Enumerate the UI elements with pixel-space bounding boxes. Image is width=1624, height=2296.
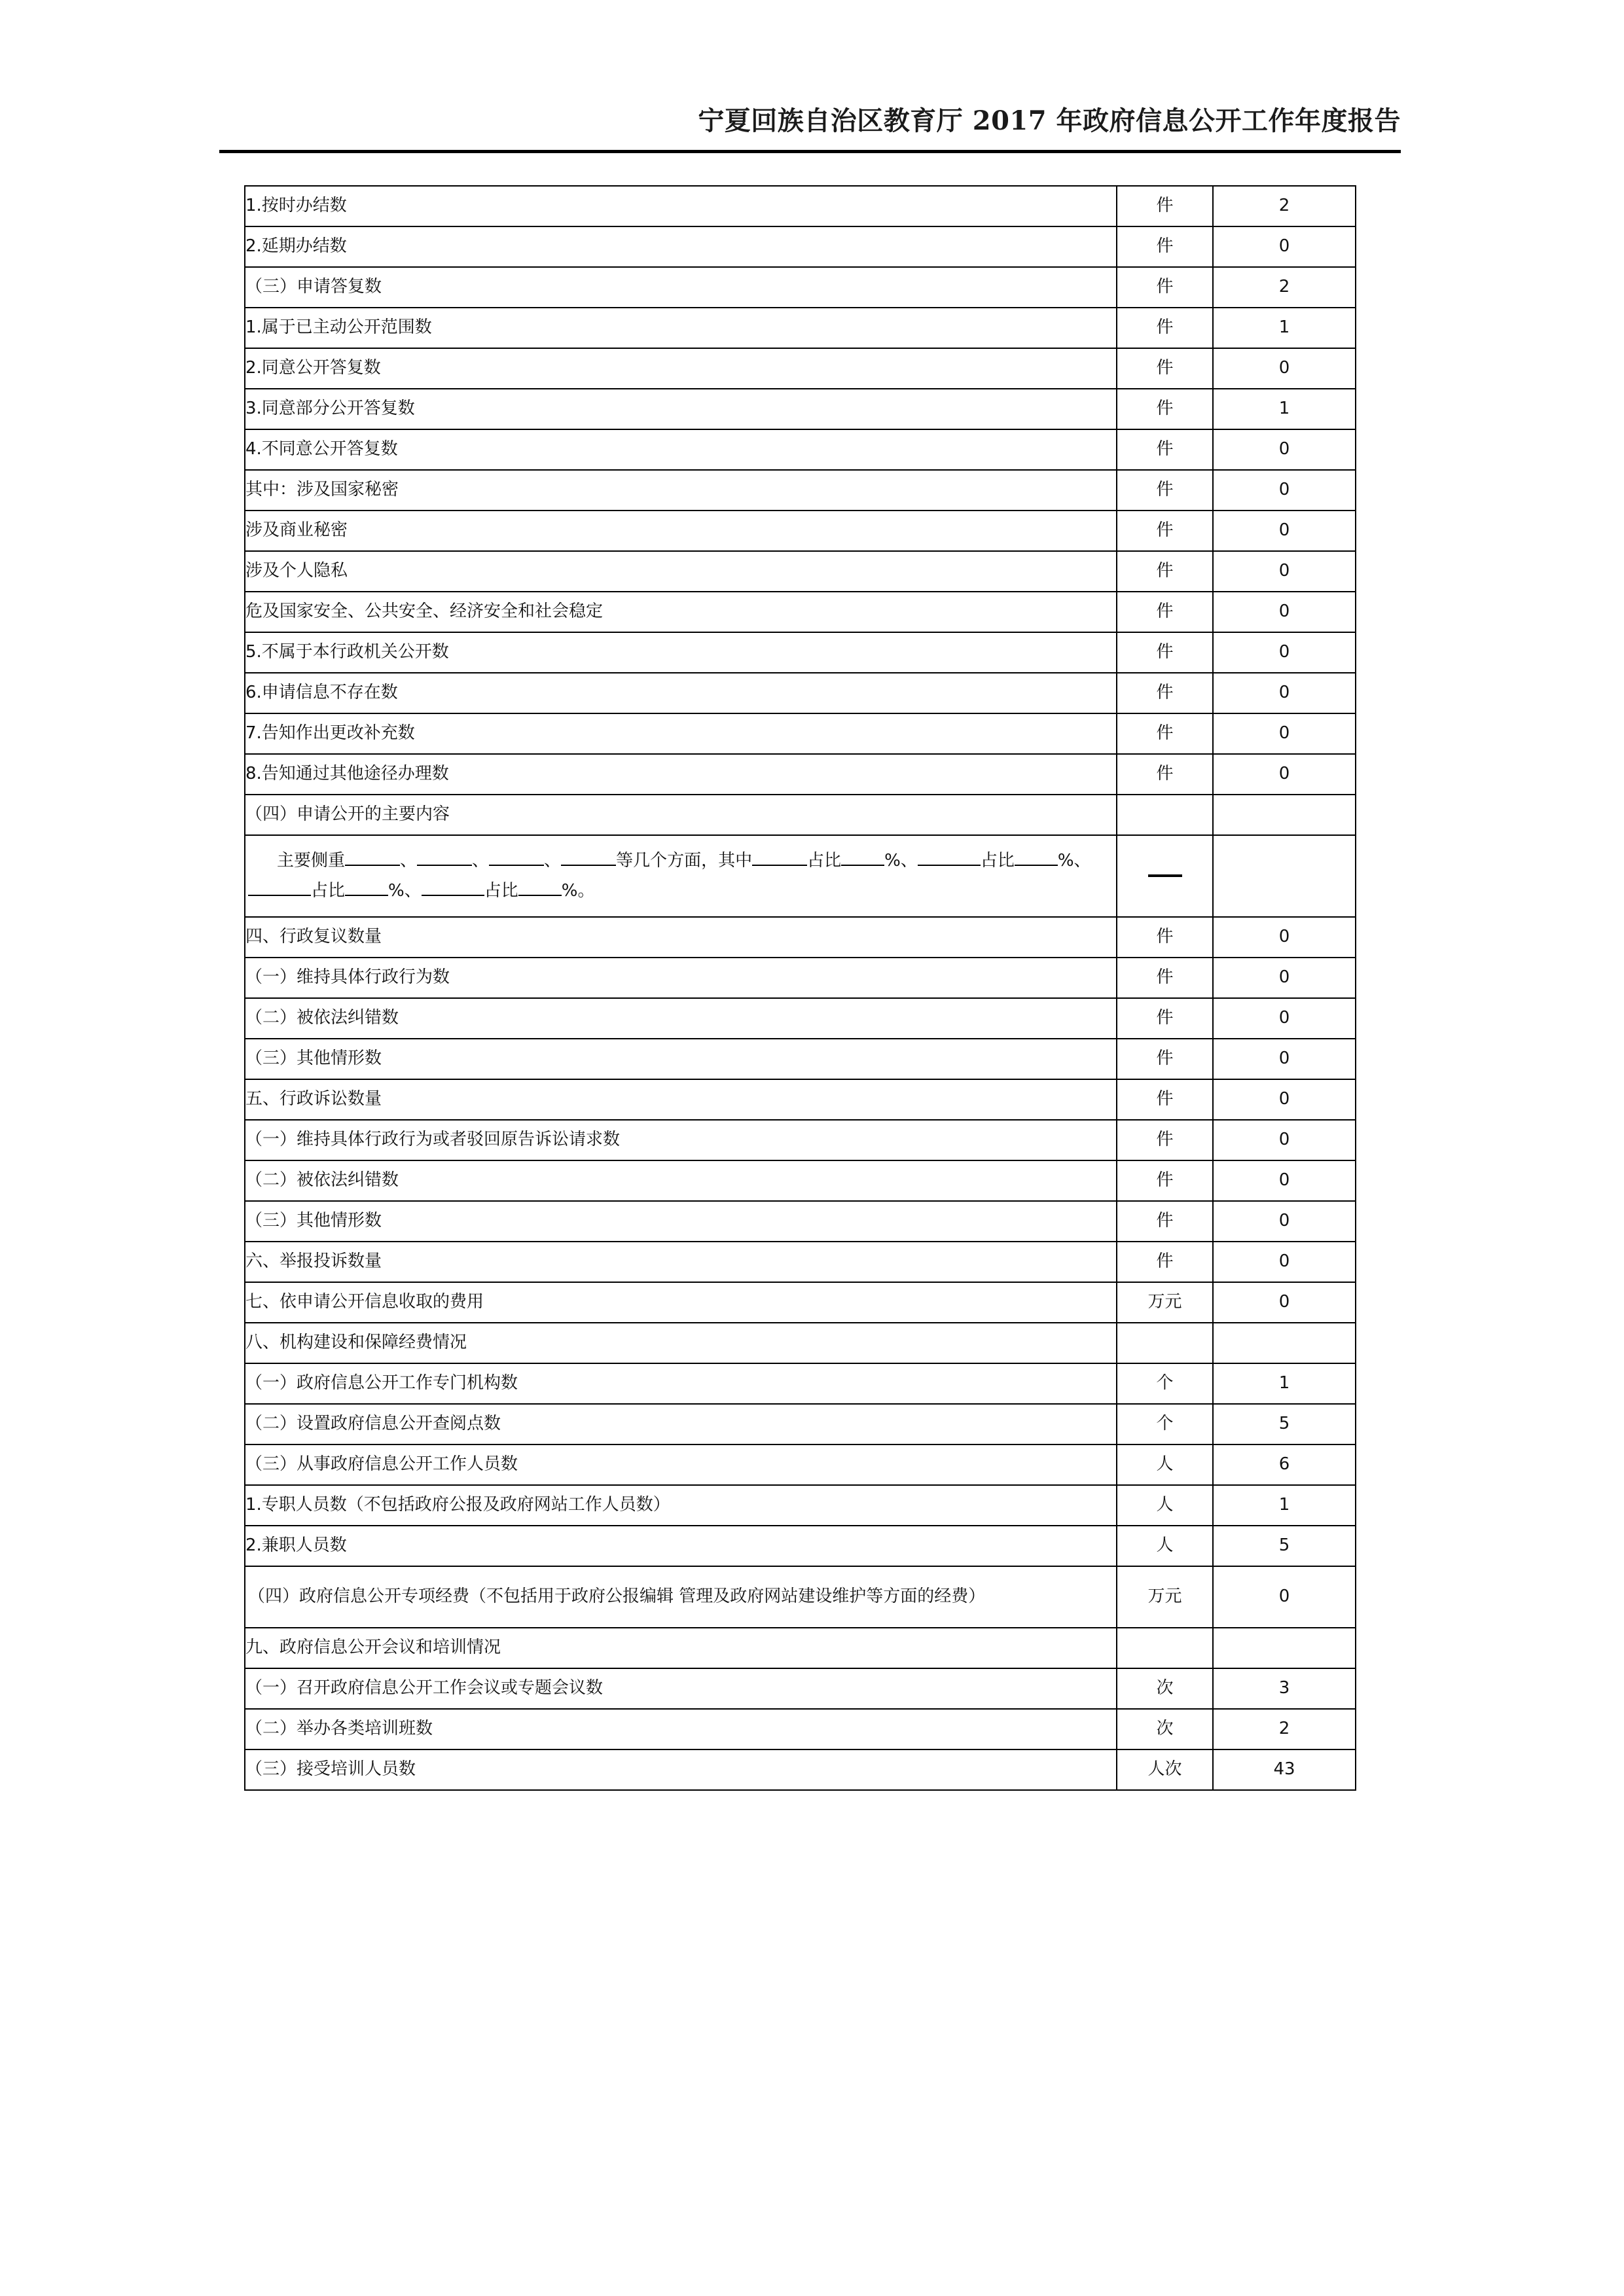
fill-in-value	[1213, 835, 1356, 917]
table-row	[245, 917, 1356, 958]
row-label: （三）申请答复数	[245, 267, 1117, 308]
row-label: （二）设置政府信息公开查阅点数	[245, 1404, 1117, 1444]
row-unit: 个	[1117, 1404, 1213, 1444]
row-value: 1	[1213, 389, 1356, 429]
row-value: 1	[1213, 308, 1356, 348]
table-row	[245, 1628, 1356, 1668]
row-label: 7.告知作出更改补充数	[245, 713, 1117, 754]
table-row	[245, 1709, 1356, 1749]
fill-blank[interactable]	[1015, 865, 1058, 866]
row-value: 0	[1213, 632, 1356, 673]
row-unit: 件	[1117, 673, 1213, 713]
row-label: 8.告知通过其他途径办理数	[245, 754, 1117, 795]
row-unit	[1117, 1628, 1213, 1668]
row-value: 0	[1213, 551, 1356, 592]
row-value: 0	[1213, 1242, 1356, 1282]
table-row	[245, 1079, 1356, 1120]
row-value: 0	[1213, 511, 1356, 551]
table-row	[245, 1201, 1356, 1242]
row-label: （一）维持具体行政行为或者驳回原告诉讼请求数	[245, 1120, 1117, 1160]
row-label: （一）召开政府信息公开工作会议或专题会议数	[245, 1668, 1117, 1709]
table-row	[245, 1749, 1356, 1790]
table-row	[245, 592, 1356, 632]
row-label: 五、行政诉讼数量	[245, 1079, 1117, 1120]
row-label: （一）政府信息公开工作专门机构数	[245, 1363, 1117, 1404]
header-divider	[219, 150, 1401, 153]
row-label: 2.同意公开答复数	[245, 348, 1117, 389]
table-row	[245, 308, 1356, 348]
row-unit: 次	[1117, 1668, 1213, 1709]
row-value: 1	[1213, 1363, 1356, 1404]
row-value: 0	[1213, 713, 1356, 754]
table-row	[245, 713, 1356, 754]
row-value: 0	[1213, 754, 1356, 795]
row-label: 6.申请信息不存在数	[245, 673, 1117, 713]
row-value: 0	[1213, 1201, 1356, 1242]
row-unit: 件	[1117, 551, 1213, 592]
fill-blank[interactable]	[489, 865, 544, 866]
row-value: 5	[1213, 1404, 1356, 1444]
row-unit: 件	[1117, 429, 1213, 470]
row-label: 危及国家安全、公共安全、经济安全和社会稳定	[245, 592, 1117, 632]
row-label: 八、机构建设和保障经费情况	[245, 1323, 1117, 1363]
table-row	[245, 673, 1356, 713]
row-value: 0	[1213, 1120, 1356, 1160]
row-label: 2.兼职人员数	[245, 1526, 1117, 1566]
row-unit: 件	[1117, 1160, 1213, 1201]
row-value: 0	[1213, 226, 1356, 267]
fill-blank[interactable]	[417, 865, 472, 866]
row-unit: 件	[1117, 308, 1213, 348]
row-label: 四、行政复议数量	[245, 917, 1117, 958]
row-value	[1213, 795, 1356, 835]
row-value: 0	[1213, 1282, 1356, 1323]
row-unit: 件	[1117, 511, 1213, 551]
row-unit: 件	[1117, 592, 1213, 632]
table-row	[245, 1444, 1356, 1485]
row-value: 0	[1213, 1039, 1356, 1079]
fill-blank[interactable]	[345, 865, 400, 866]
row-label: 5.不属于本行政机关公开数	[245, 632, 1117, 673]
row-unit: 件	[1117, 754, 1213, 795]
row-label: 3.同意部分公开答复数	[245, 389, 1117, 429]
row-unit: 人次	[1117, 1749, 1213, 1790]
row-label: 4.不同意公开答复数	[245, 429, 1117, 470]
row-label: （三）其他情形数	[245, 1039, 1117, 1079]
fill-in-unit	[1117, 835, 1213, 917]
row-unit: 件	[1117, 917, 1213, 958]
table-row	[245, 998, 1356, 1039]
row-unit: 万元	[1117, 1282, 1213, 1323]
row-unit: 件	[1117, 713, 1213, 754]
fill-blank[interactable]	[752, 865, 807, 866]
table-row	[245, 1668, 1356, 1709]
row-value: 0	[1213, 1160, 1356, 1201]
row-unit	[1117, 795, 1213, 835]
row-value: 2	[1213, 1709, 1356, 1749]
table-row	[245, 1039, 1356, 1079]
row-label: 1.属于已主动公开范围数	[245, 308, 1117, 348]
table-row	[245, 958, 1356, 998]
row-value: 0	[1213, 592, 1356, 632]
table-row	[245, 1363, 1356, 1404]
table-row	[245, 348, 1356, 389]
table-row	[245, 551, 1356, 592]
table-row	[245, 1323, 1356, 1363]
fill-blank[interactable]	[561, 865, 616, 866]
table-row	[245, 511, 1356, 551]
row-label: 1.按时办结数	[245, 186, 1117, 226]
table-row	[245, 226, 1356, 267]
budget-unit: 万元	[1117, 1566, 1213, 1628]
row-value: 0	[1213, 429, 1356, 470]
row-label: （二）举办各类培训班数	[245, 1709, 1117, 1749]
table-row	[245, 429, 1356, 470]
row-label: （一）维持具体行政行为数	[245, 958, 1117, 998]
row-label: 涉及个人隐私	[245, 551, 1117, 592]
row-unit: 件	[1117, 958, 1213, 998]
row-value: 6	[1213, 1444, 1356, 1485]
table-row	[245, 1242, 1356, 1282]
row-unit: 次	[1117, 1709, 1213, 1749]
table-row	[245, 1526, 1356, 1566]
row-value: 3	[1213, 1668, 1356, 1709]
row-unit: 件	[1117, 348, 1213, 389]
row-unit: 件	[1117, 1242, 1213, 1282]
row-value	[1213, 1628, 1356, 1668]
row-unit: 件	[1117, 1201, 1213, 1242]
row-unit: 件	[1117, 1039, 1213, 1079]
row-value: 0	[1213, 958, 1356, 998]
row-unit: 件	[1117, 267, 1213, 308]
row-value: 2	[1213, 267, 1356, 308]
page-title: 宁夏回族自治区教育厅 2017 年政府信息公开工作年度报告	[698, 105, 1401, 136]
row-label: （二）被依法纠错数	[245, 1160, 1117, 1201]
row-unit: 人	[1117, 1526, 1213, 1566]
row-unit: 个	[1117, 1363, 1213, 1404]
fill-blank[interactable]	[918, 865, 981, 866]
row-label: 七、依申请公开信息收取的费用	[245, 1282, 1117, 1323]
row-value: 0	[1213, 998, 1356, 1039]
row-label: （三）其他情形数	[245, 1201, 1117, 1242]
table-row	[245, 1404, 1356, 1444]
row-value: 0	[1213, 917, 1356, 958]
fill-blank[interactable]	[518, 895, 562, 896]
row-unit: 件	[1117, 998, 1213, 1039]
budget-label: （四）政府信息公开专项经费（不包括用于政府公报编辑 管理及政府网站建设维护等方面的经费）	[245, 1566, 1117, 1628]
row-value: 0	[1213, 348, 1356, 389]
row-label: 九、政府信息公开会议和培训情况	[245, 1628, 1117, 1668]
running-header	[219, 105, 1401, 137]
row-unit: 件	[1117, 632, 1213, 673]
table-row	[245, 795, 1356, 835]
budget-value: 0	[1213, 1566, 1356, 1628]
row-value: 43	[1213, 1749, 1356, 1790]
row-label: （二）被依法纠错数	[245, 998, 1117, 1039]
fill-blank[interactable]	[841, 865, 884, 866]
fill-blank[interactable]	[248, 895, 311, 896]
row-label: 六、举报投诉数量	[245, 1242, 1117, 1282]
row-value	[1213, 1323, 1356, 1363]
row-value: 0	[1213, 1079, 1356, 1120]
table-row	[245, 1282, 1356, 1323]
disclosure-statistics-table	[244, 185, 1356, 1791]
row-value: 2	[1213, 186, 1356, 226]
budget-row	[245, 1566, 1356, 1628]
row-value: 0	[1213, 673, 1356, 713]
row-unit	[1117, 1323, 1213, 1363]
row-label: 1.专职人员数（不包括政府公报及政府网站工作人员数）	[245, 1485, 1117, 1526]
row-label: （四）申请公开的主要内容	[245, 795, 1117, 835]
table-row	[245, 389, 1356, 429]
row-unit: 件	[1117, 1120, 1213, 1160]
table-row	[245, 632, 1356, 673]
row-value: 5	[1213, 1526, 1356, 1566]
row-label: 涉及商业秘密	[245, 511, 1117, 551]
row-unit: 件	[1117, 470, 1213, 511]
dash-mark	[1148, 874, 1182, 877]
fill-blank[interactable]	[422, 895, 484, 896]
table-row	[245, 1485, 1356, 1526]
table-row	[245, 470, 1356, 511]
table-body	[245, 186, 1356, 1790]
fill-in-row	[245, 835, 1356, 917]
row-label: （三）接受培训人员数	[245, 1749, 1117, 1790]
row-label: 2.延期办结数	[245, 226, 1117, 267]
row-unit: 件	[1117, 226, 1213, 267]
table-row	[245, 186, 1356, 226]
row-unit: 人	[1117, 1444, 1213, 1485]
row-label: 其中：涉及国家秘密	[245, 470, 1117, 511]
row-unit: 人	[1117, 1485, 1213, 1526]
fill-in-text: 主要侧重 、 、 、 等几个方面，其中 占比 %、 占比 %、占比 %、 占比 %。	[245, 835, 1117, 917]
table-row	[245, 1160, 1356, 1201]
table-row	[245, 267, 1356, 308]
row-unit: 件	[1117, 1079, 1213, 1120]
table-row	[245, 1120, 1356, 1160]
report-table-container	[244, 185, 1355, 1791]
table-row	[245, 754, 1356, 795]
fill-blank[interactable]	[345, 895, 388, 896]
row-label: （三）从事政府信息公开工作人员数	[245, 1444, 1117, 1485]
row-value: 1	[1213, 1485, 1356, 1526]
row-value: 0	[1213, 470, 1356, 511]
row-unit: 件	[1117, 186, 1213, 226]
row-unit: 件	[1117, 389, 1213, 429]
